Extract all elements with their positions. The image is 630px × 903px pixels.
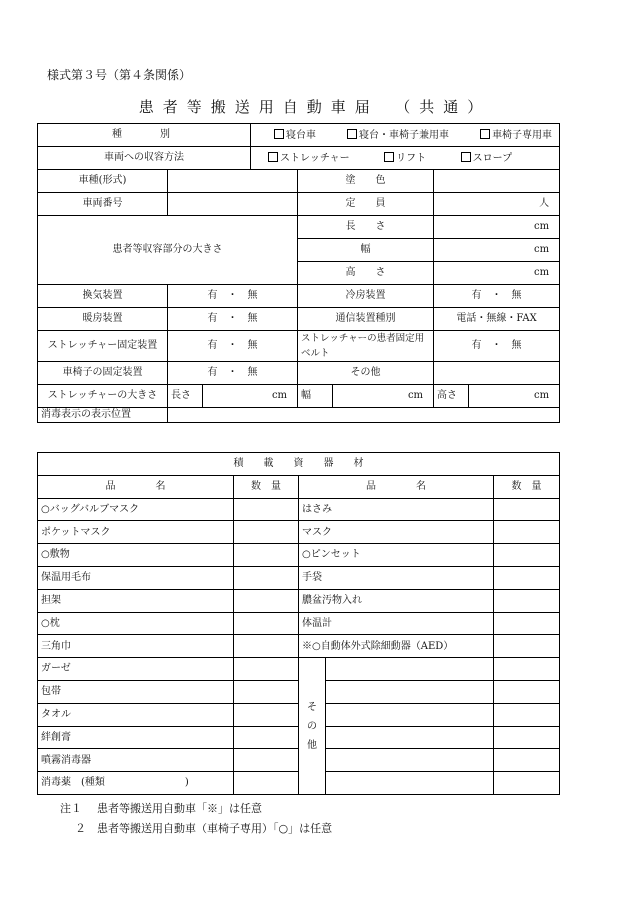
qty-cell[interactable]	[494, 703, 560, 726]
comm-label: 通信装置種別	[298, 308, 434, 331]
qty-cell[interactable]	[234, 521, 299, 544]
right-item: ※○自動体外式除細動器（AED）	[299, 635, 494, 658]
right-item: ○ピンセット	[299, 544, 494, 567]
qty-cell[interactable]	[494, 544, 560, 567]
other-item-field[interactable]	[326, 658, 494, 681]
qty-cell[interactable]	[234, 772, 299, 795]
color-field[interactable]	[434, 170, 560, 193]
qty-cell[interactable]	[494, 658, 560, 681]
left-item: 三角巾	[38, 635, 234, 658]
width-field[interactable]: cm	[434, 239, 560, 262]
left-item: 担架	[38, 589, 234, 612]
left-item: 噴霧消毒器	[38, 749, 234, 772]
color-label: 塗 色	[298, 170, 434, 193]
disinfection-field[interactable]	[168, 408, 560, 423]
table-row	[38, 589, 560, 612]
qty-cell[interactable]	[234, 726, 299, 749]
heating-label: 暖房装置	[38, 308, 168, 331]
checkbox-icon[interactable]	[274, 129, 284, 139]
qty-cell[interactable]	[494, 498, 560, 521]
qty-cell[interactable]	[234, 749, 299, 772]
right-item: 膿盆汚物入れ	[299, 589, 494, 612]
height-field[interactable]: cm	[434, 262, 560, 285]
wheelchair-fix-yes-no[interactable]: 有 ・ 無	[168, 362, 298, 385]
height-label: 高 さ	[298, 262, 434, 285]
wheelchair-fix-label: 車椅子の固定装置	[38, 362, 168, 385]
type-option[interactable]: 寝台車	[274, 129, 316, 142]
size-height-field[interactable]: cm	[469, 385, 560, 408]
stretcher-belt-yes-no[interactable]: 有 ・ 無	[434, 331, 560, 362]
item-header-left: 品 名	[38, 475, 234, 498]
qty-cell[interactable]	[494, 772, 560, 795]
plate-field[interactable]	[168, 193, 298, 216]
qty-cell[interactable]	[494, 680, 560, 703]
other-item-field[interactable]	[326, 772, 494, 795]
cooling-yes-no[interactable]: 有 ・ 無	[434, 285, 560, 308]
qty-cell[interactable]	[494, 612, 560, 635]
right-item: はさみ	[299, 498, 494, 521]
qty-cell[interactable]	[494, 589, 560, 612]
size-width-label: 幅	[298, 385, 333, 408]
other-item-field[interactable]	[326, 726, 494, 749]
left-item: 絆創膏	[38, 726, 234, 749]
checkbox-icon[interactable]	[347, 129, 357, 139]
size-length-field[interactable]: cm	[203, 385, 298, 408]
checkbox-icon[interactable]	[461, 152, 471, 162]
length-field[interactable]: cm	[434, 216, 560, 239]
table-row	[38, 544, 560, 567]
other-label: その他	[298, 362, 434, 385]
right-item: 体温計	[299, 612, 494, 635]
size-width-field[interactable]: cm	[333, 385, 434, 408]
note: ２ 患者等搬送用自動車（車椅子専用）「○」は任意	[75, 822, 333, 835]
disinfection-label: 消毒表示の表示位置	[38, 408, 168, 423]
table-row	[38, 658, 560, 681]
table-row	[38, 498, 560, 521]
stretcher-fix-label: ストレッチャー固定装置	[38, 331, 168, 362]
cooling-label: 冷房装置	[298, 285, 434, 308]
qty-cell[interactable]	[234, 635, 299, 658]
heating-yes-no[interactable]: 有 ・ 無	[168, 308, 298, 331]
ventilation-yes-no[interactable]: 有 ・ 無	[168, 285, 298, 308]
other-field[interactable]	[434, 362, 560, 385]
loading-option[interactable]: スロープ	[461, 152, 513, 165]
capacity-label: 定 員	[298, 193, 434, 216]
plate-label: 車両番号	[38, 193, 168, 216]
left-item: ポケットマスク	[38, 521, 234, 544]
type-label: 種 別	[38, 124, 251, 147]
left-item: ○枕	[38, 612, 234, 635]
qty-cell[interactable]	[234, 703, 299, 726]
ventilation-label: 換気装置	[38, 285, 168, 308]
note: 注１ 患者等搬送用自動車「※」は任意	[60, 802, 262, 815]
qty-cell[interactable]	[234, 658, 299, 681]
right-item: マスク	[299, 521, 494, 544]
model-field[interactable]	[168, 170, 298, 193]
cabin-size-label: 患者等収容部分の大きさ	[38, 216, 298, 285]
equipment-table	[37, 452, 560, 795]
left-item: 包帯	[38, 680, 234, 703]
left-item: 消毒薬 (種類 )	[38, 772, 234, 795]
other-item-field[interactable]	[326, 749, 494, 772]
stretcher-belt-label: ストレッチャーの患者固定用ベルト	[298, 331, 434, 362]
table-row	[38, 612, 560, 635]
type-options	[251, 124, 560, 147]
loading-option[interactable]: リフト	[384, 152, 426, 165]
equipment-heading: 積 載 資 器 材	[38, 453, 560, 476]
qty-cell[interactable]	[234, 589, 299, 612]
qty-cell[interactable]	[234, 680, 299, 703]
qty-header-left: 数 量	[234, 475, 299, 498]
left-item: タオル	[38, 703, 234, 726]
size-length-label: 長さ	[168, 385, 203, 408]
checkbox-icon[interactable]	[268, 152, 278, 162]
qty-cell[interactable]	[234, 612, 299, 635]
qty-cell[interactable]	[494, 566, 560, 589]
qty-cell[interactable]	[494, 749, 560, 772]
left-item: 保温用毛布	[38, 566, 234, 589]
checkbox-icon[interactable]	[480, 129, 490, 139]
capacity-field[interactable]: 人	[434, 193, 560, 216]
item-header-right: 品 名	[299, 475, 494, 498]
table-row	[38, 566, 560, 589]
table-row	[38, 521, 560, 544]
qty-cell[interactable]	[494, 635, 560, 658]
left-item: ガーゼ	[38, 658, 234, 681]
stretcher-size-label: ストレッチャーの大きさ	[38, 385, 168, 408]
loading-option[interactable]: ストレッチャー	[268, 152, 350, 165]
length-label: 長 さ	[298, 216, 434, 239]
loading-label: 車両への収容方法	[38, 147, 251, 170]
page-title: 患者等搬送用自動車届 （共通）	[138, 98, 492, 116]
qty-cell[interactable]	[494, 521, 560, 544]
notes	[60, 799, 332, 839]
right-item: 手袋	[299, 566, 494, 589]
table-row	[38, 635, 560, 658]
loading-options	[251, 147, 560, 170]
qty-cell[interactable]	[234, 566, 299, 589]
other-vertical-label: その他	[299, 658, 326, 795]
form-number: 様式第３号（第４条関係）	[47, 68, 192, 82]
qty-cell[interactable]	[494, 726, 560, 749]
qty-cell[interactable]	[234, 498, 299, 521]
qty-header-right: 数 量	[494, 475, 560, 498]
stretcher-fix-yes-no[interactable]: 有 ・ 無	[168, 331, 298, 362]
left-item: ○敷物	[38, 544, 234, 567]
vehicle-info-table	[37, 123, 560, 423]
comm-value[interactable]: 電話・無線・FAX	[434, 308, 560, 331]
other-item-field[interactable]	[326, 680, 494, 703]
width-label: 幅	[298, 239, 434, 262]
left-item: ○バッグバルブマスク	[38, 498, 234, 521]
qty-cell[interactable]	[234, 544, 299, 567]
other-item-field[interactable]	[326, 703, 494, 726]
type-option[interactable]: 寝台・車椅子兼用車	[347, 129, 449, 142]
model-label: 車種(形式)	[38, 170, 168, 193]
checkbox-icon[interactable]	[384, 152, 394, 162]
type-option[interactable]: 車椅子専用車	[480, 129, 552, 142]
size-height-label: 高さ	[434, 385, 469, 408]
